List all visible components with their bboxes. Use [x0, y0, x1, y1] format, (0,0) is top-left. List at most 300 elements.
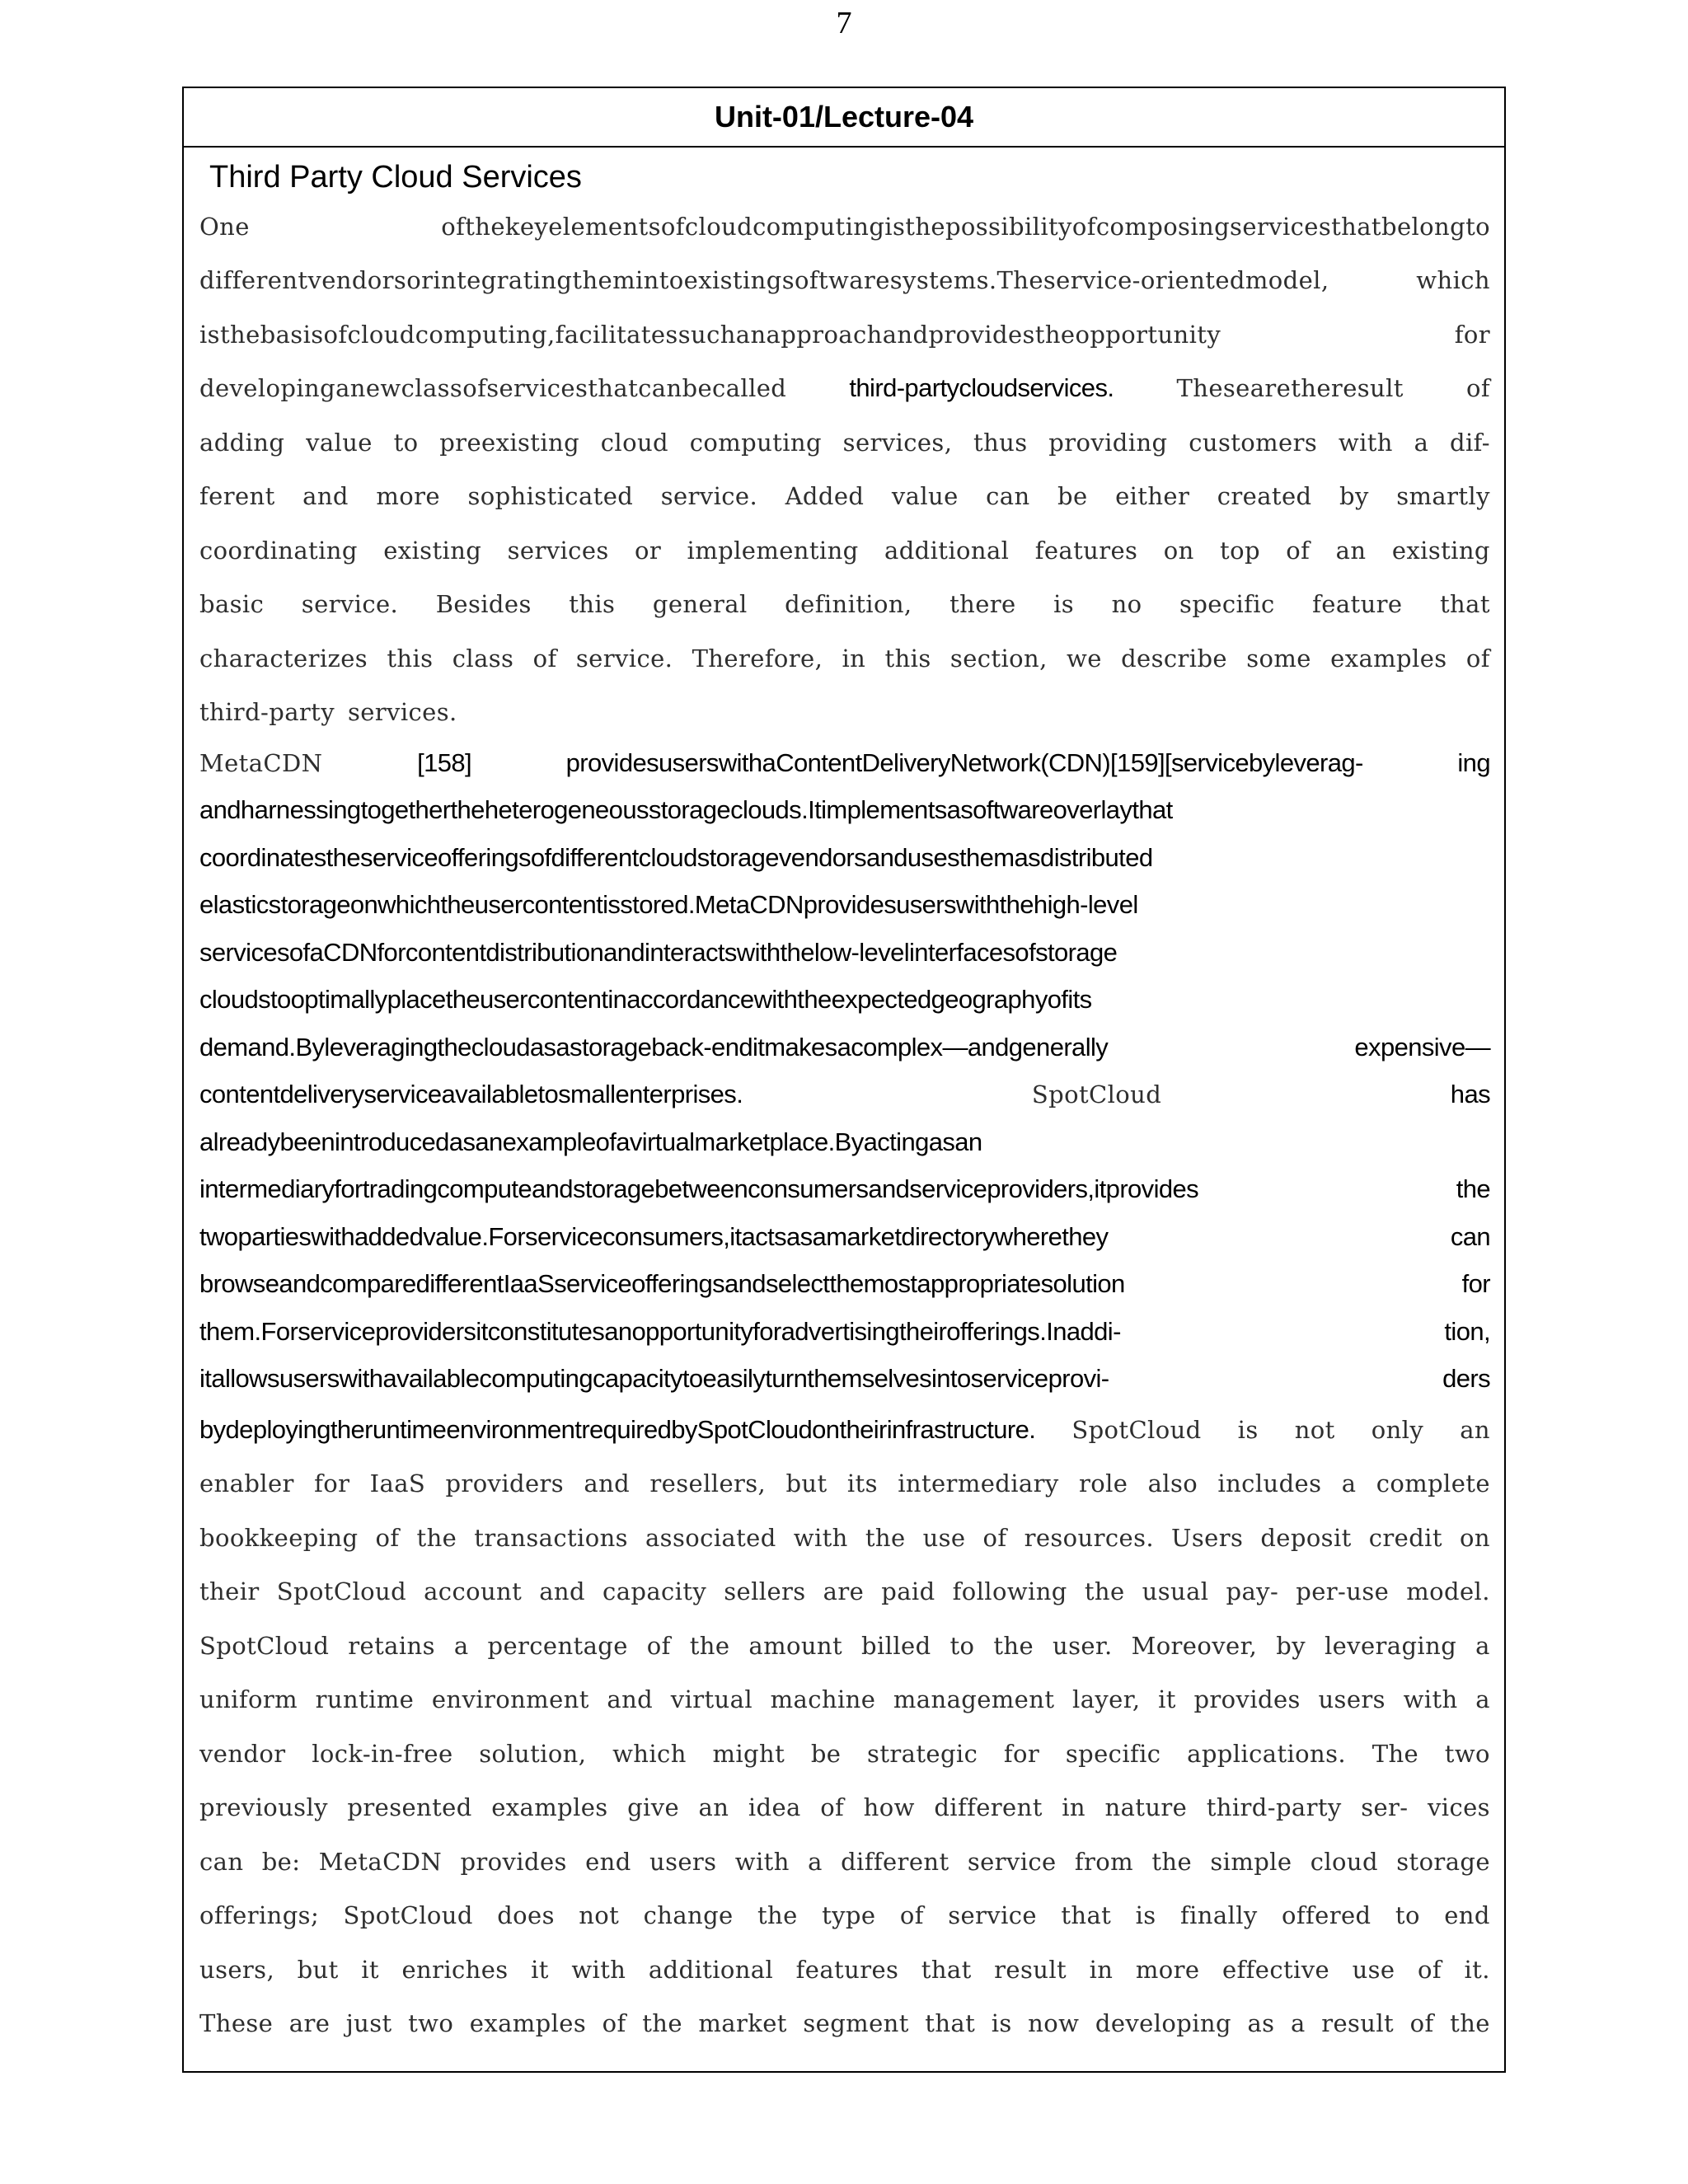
word: either — [1115, 482, 1190, 511]
word: servicesofaCDNforcontentdistributionandinteractswiththelow-levelinterfacesofstorage — [199, 937, 1118, 967]
word: service. — [660, 482, 758, 511]
word: cloud — [600, 428, 668, 457]
word: with — [793, 1523, 848, 1552]
word: which — [612, 1739, 687, 1768]
word: associated — [645, 1523, 776, 1552]
text-line — [199, 882, 1490, 930]
word: just — [345, 2009, 392, 2038]
word: users — [649, 1847, 717, 1876]
word: intermediaryfortradingcomputeandstoragebetweenconsumersandserviceproviders,itprovides — [199, 1174, 1199, 1204]
word: bydeployingtheruntimeenvironmentrequiredbySpotCloudontheirinfrastructure. — [199, 1414, 1036, 1444]
text-line — [199, 1261, 1490, 1309]
text-line — [199, 1308, 1490, 1356]
word: the — [642, 2009, 682, 2038]
text-line — [199, 1565, 1490, 1619]
word: change — [643, 1901, 734, 1930]
word: user. — [1053, 1631, 1113, 1660]
word: is — [1053, 590, 1075, 619]
word: account — [424, 1577, 523, 1606]
word: thus — [973, 428, 1028, 457]
word: vices — [1428, 1793, 1490, 1822]
word: nature — [1104, 1793, 1188, 1822]
word: that — [1440, 590, 1490, 619]
word: with — [571, 1955, 626, 1984]
word: of — [820, 1793, 845, 1822]
word: applications. — [1187, 1739, 1347, 1768]
word: different — [841, 1847, 950, 1876]
word: specific — [1065, 1739, 1161, 1768]
word: of — [1465, 374, 1490, 403]
word: Thesearetheresult — [1176, 374, 1404, 403]
word: sophisticated — [467, 482, 634, 511]
word: offered — [1282, 1901, 1372, 1930]
word: developinganewclassofservicesthatcanbecalled — [199, 374, 787, 403]
word: that — [921, 1955, 972, 1984]
word: SpotCloud — [1071, 1415, 1202, 1444]
word: some — [1246, 644, 1311, 673]
word: pay- — [1226, 1577, 1279, 1606]
word: the — [1151, 1847, 1193, 1876]
word: of — [1465, 644, 1490, 673]
word: for — [1454, 320, 1490, 349]
word: deposit — [1260, 1523, 1352, 1552]
text-line — [199, 578, 1490, 632]
word: transactions — [474, 1523, 628, 1552]
word: an — [698, 1793, 729, 1822]
word: a — [453, 1631, 469, 1660]
word: created — [1217, 482, 1312, 511]
word: demand.Byleveragingthecloudasastorageback-enditmakesacomplex—andgenerally — [199, 1032, 1109, 1062]
word: providing — [1048, 428, 1168, 457]
word: users, — [199, 1955, 275, 1984]
word: environment — [431, 1685, 589, 1714]
word: has — [1450, 1080, 1490, 1109]
word: two — [1444, 1739, 1490, 1768]
text-line — [199, 1889, 1490, 1943]
text-line — [199, 631, 1490, 686]
word: Users — [1171, 1523, 1244, 1552]
word: effective — [1221, 1955, 1330, 1984]
word: is — [1237, 1415, 1259, 1444]
word: runtime — [315, 1685, 415, 1714]
word: MetaCDN — [199, 748, 323, 777]
text-line — [199, 199, 1490, 254]
word: two — [408, 2009, 454, 2038]
word: existing — [383, 536, 482, 565]
word: that — [1061, 1901, 1112, 1930]
word: usual — [1142, 1577, 1209, 1606]
word: examples — [1330, 644, 1447, 673]
text-line — [199, 1356, 1490, 1404]
word: andharnessingtogethertheheterogeneousstorageclouds.Itimplementsasoftwareoverlaythat — [199, 795, 1173, 825]
text-line — [199, 1619, 1490, 1673]
word: contentdeliveryserviceavailabletosmallenterprises. — [199, 1080, 743, 1109]
word: billed — [861, 1631, 931, 1660]
word: bookkeeping — [199, 1523, 359, 1552]
word: is — [991, 2009, 1012, 2038]
text-line — [199, 415, 1490, 470]
word: a — [1341, 1469, 1357, 1498]
word: it — [1158, 1685, 1176, 1714]
word: SpotCloud — [1031, 1080, 1162, 1109]
word: basic — [199, 590, 265, 619]
word: of — [1286, 536, 1311, 565]
word: the — [1084, 1577, 1125, 1606]
word: for — [314, 1469, 350, 1498]
word: use — [1352, 1955, 1395, 1984]
word: retains — [348, 1631, 435, 1660]
word: which — [1416, 266, 1490, 295]
word: additional — [884, 536, 1010, 565]
word: in — [842, 644, 866, 673]
word: presented — [347, 1793, 472, 1822]
word: expensive— — [1354, 1032, 1490, 1062]
word: features — [795, 1955, 899, 1984]
text-line — [199, 1166, 1490, 1214]
word: for — [1003, 1739, 1040, 1768]
word: use — [922, 1523, 966, 1552]
text-line — [199, 307, 1490, 362]
word: storage — [1396, 1847, 1490, 1876]
word: a — [1290, 2009, 1306, 2038]
text-line — [199, 362, 1490, 416]
word: uniform — [199, 1685, 298, 1714]
word: to — [950, 1631, 975, 1660]
word: a — [1475, 1685, 1490, 1714]
word: resellers, — [649, 1469, 767, 1498]
word: cloudstooptimallyplacetheusercontentinaccordancewiththeexpectedgeographyofits — [199, 985, 1092, 1015]
word: of — [646, 1631, 671, 1660]
word: implementing — [687, 536, 859, 565]
word: characterizes — [199, 644, 368, 673]
word: existing — [1391, 536, 1490, 565]
text-line — [199, 739, 1490, 787]
word: lock-in-free — [312, 1739, 453, 1768]
word: with — [734, 1847, 790, 1876]
word: sellers — [724, 1577, 806, 1606]
word: Added — [785, 482, 865, 511]
word: this — [884, 644, 931, 673]
word: finally — [1179, 1901, 1258, 1930]
word: value — [891, 482, 959, 511]
word: providesuserswithaContentDeliveryNetwork(CDN)[159][servicebyleverag- — [565, 748, 1363, 777]
word: type — [822, 1901, 876, 1930]
word: more — [1135, 1955, 1200, 1984]
word: resources. — [1024, 1523, 1154, 1552]
word: it — [531, 1955, 549, 1984]
word: third-partycloudservices. — [849, 373, 1114, 403]
word: it. — [1464, 1955, 1490, 1984]
word: simple — [1210, 1847, 1292, 1876]
word: service. — [575, 644, 673, 673]
page-number: 7 — [836, 6, 852, 40]
word: end — [1444, 1901, 1490, 1930]
text-line — [199, 1118, 1490, 1166]
word: third-party — [1206, 1793, 1342, 1822]
word: management — [893, 1685, 1055, 1714]
word: developing — [1095, 2009, 1231, 2038]
text-line — [199, 1943, 1490, 1997]
word: in — [1062, 1793, 1086, 1822]
word: solution, — [479, 1739, 587, 1768]
word: of — [602, 2009, 626, 2038]
word: isthebasisofcloudcomputing,facilitatessuchanapproachandprovidestheopportunity — [199, 320, 1221, 349]
word: browseandcomparedifferentIaaSserviceofferingsandselectthemostappropriatesolution — [199, 1269, 1125, 1299]
word: definition, — [785, 590, 912, 619]
word: their — [199, 1577, 260, 1606]
word: an — [1335, 536, 1367, 565]
word: them.Forserviceprovidersitconstitutesanopportunityforadvertisingtheirofferings.Inaddi- — [199, 1316, 1121, 1346]
word: provides — [460, 1847, 567, 1876]
word: give — [627, 1793, 680, 1822]
text-line — [199, 929, 1490, 977]
text-line — [199, 1997, 1490, 2051]
word: previously — [199, 1793, 328, 1822]
text-line — [199, 254, 1490, 308]
word: or — [635, 536, 662, 565]
word: users — [1318, 1685, 1386, 1714]
word: SpotCloud — [343, 1901, 473, 1930]
word: virtual — [670, 1685, 753, 1714]
word: Besides — [435, 590, 532, 619]
word: enabler — [199, 1469, 294, 1498]
word: twopartieswithaddedvalue.Forserviceconsumers,itactsasamarketdirectorywherethey — [199, 1221, 1109, 1251]
text-line — [199, 1457, 1490, 1511]
word: of — [899, 1901, 924, 1930]
text-line — [199, 470, 1490, 524]
word: tion, — [1444, 1316, 1490, 1346]
word: this — [387, 644, 434, 673]
word: third-party — [199, 698, 335, 727]
word: differentvendorsorintegratingthemintoexistingsoftwaresystems.Theservice-orientedmodel, — [199, 266, 1329, 295]
word: result — [994, 1955, 1067, 1984]
word: be: — [261, 1847, 301, 1876]
word: to — [1395, 1901, 1420, 1930]
word: of — [1417, 1955, 1442, 1984]
word: only — [1371, 1415, 1424, 1444]
word: features — [1034, 536, 1138, 565]
word: be — [1057, 482, 1088, 511]
word: feature — [1312, 590, 1403, 619]
word: specific — [1179, 590, 1275, 619]
word: intermediary — [898, 1469, 1059, 1498]
word: smartly — [1396, 482, 1490, 511]
word: can — [1450, 1221, 1490, 1251]
text-line — [199, 787, 1490, 835]
word: the — [993, 1631, 1034, 1660]
lecture-content — [184, 155, 1504, 2050]
word: describe — [1121, 644, 1227, 673]
word: service — [967, 1847, 1057, 1876]
text-line — [199, 1727, 1490, 1781]
word: amount — [748, 1631, 843, 1660]
word: Therefore, — [692, 644, 823, 673]
word: and — [584, 1469, 631, 1498]
word: following — [952, 1577, 1067, 1606]
word: elasticstorageonwhichtheusercontentisstored.MetaCDNprovidesuserswiththehigh-level — [199, 890, 1138, 920]
word: the — [757, 1901, 798, 1930]
word: be — [810, 1739, 842, 1768]
word: is — [1135, 1901, 1156, 1930]
word: an — [1460, 1415, 1490, 1444]
word: service — [948, 1901, 1037, 1930]
word: vendor — [199, 1739, 286, 1768]
word: itallowsuserswithavailablecomputingcapacitytoeasilyturnthemselvesintoserviceprovi- — [199, 1364, 1109, 1394]
text-line — [199, 1213, 1490, 1261]
text-line — [199, 1511, 1490, 1565]
word: additional — [648, 1955, 774, 1984]
word: class — [452, 644, 514, 673]
word: services. — [347, 698, 457, 727]
word: coordinating — [199, 536, 358, 565]
word: provides — [1193, 1685, 1301, 1714]
word: [158] — [417, 748, 472, 777]
word: now — [1028, 2009, 1080, 2038]
word: also — [1147, 1469, 1198, 1498]
word: ofthekeyelementsofcloudcomputingisthepossibilityofcomposingservicesthatbelongto — [441, 212, 1490, 241]
word: customers — [1189, 428, 1318, 457]
word: no — [1111, 590, 1142, 619]
word: segment — [803, 2009, 909, 2038]
word: and — [607, 1685, 654, 1714]
word: the — [689, 1631, 730, 1660]
word: are — [288, 2009, 331, 2038]
word: service. — [301, 590, 399, 619]
word: per-use — [1296, 1577, 1390, 1606]
word: machine — [770, 1685, 876, 1714]
word: we — [1066, 644, 1102, 673]
word: dif- — [1450, 428, 1490, 457]
word: not — [1294, 1415, 1335, 1444]
word: in — [1089, 1955, 1114, 1984]
word: role — [1078, 1469, 1128, 1498]
word: services, — [842, 428, 953, 457]
word: These — [199, 2009, 274, 2038]
word: ing — [1457, 748, 1490, 777]
word: general — [652, 590, 748, 619]
word: alreadybeenintroducedasanexampleofavirtualmarketplace.Byactingasan — [199, 1127, 982, 1156]
word: of — [532, 644, 557, 673]
word: result — [1321, 2009, 1395, 2038]
word: adding — [199, 428, 285, 457]
word: on — [1459, 1523, 1490, 1552]
word: offerings; — [199, 1901, 320, 1930]
word: that — [925, 2009, 976, 2038]
word: top — [1220, 536, 1260, 565]
word: model. — [1406, 1577, 1490, 1606]
word: section, — [950, 644, 1048, 673]
word: the — [416, 1523, 457, 1552]
word: ferent — [199, 482, 275, 511]
word: The — [1372, 1739, 1419, 1768]
word: a — [1414, 428, 1429, 457]
text-line — [199, 523, 1490, 578]
word: a — [808, 1847, 823, 1876]
text-line — [199, 1781, 1490, 1835]
body-text — [199, 199, 1490, 2050]
word: One — [199, 212, 250, 241]
word: with — [1403, 1685, 1458, 1714]
word: of — [982, 1523, 1007, 1552]
word: more — [376, 482, 440, 511]
word: as — [1247, 2009, 1275, 2038]
text-line — [199, 1024, 1490, 1071]
word: market — [698, 2009, 787, 2038]
word: end — [585, 1847, 631, 1876]
word: can — [986, 482, 1030, 511]
lecture-frame — [182, 87, 1506, 2073]
word: of — [1409, 2009, 1434, 2038]
word: and — [539, 1577, 585, 1606]
word: cloud — [1310, 1847, 1378, 1876]
word: a — [1475, 1631, 1490, 1660]
word: are — [823, 1577, 865, 1606]
word: capacity — [603, 1577, 707, 1606]
text-line — [199, 686, 1490, 740]
word: it — [361, 1955, 379, 1984]
word: by — [1339, 482, 1369, 511]
word: complete — [1376, 1469, 1490, 1498]
word: the — [865, 1523, 906, 1552]
word: coordinatestheserviceofferingsofdifferentcloudstoragevendorsandusesthemasdistributed — [199, 842, 1153, 872]
word: for — [1461, 1269, 1490, 1299]
text-line — [199, 1071, 1490, 1119]
word: services — [507, 536, 609, 565]
word: idea — [748, 1793, 801, 1822]
word: with — [1338, 428, 1393, 457]
word: the — [1450, 2009, 1490, 2038]
word: providers — [445, 1469, 565, 1498]
word: from — [1074, 1847, 1134, 1876]
section-title: Third Party Cloud Services — [209, 160, 582, 194]
text-line — [199, 1403, 1490, 1457]
word: credit — [1368, 1523, 1442, 1552]
word: Moreover, — [1131, 1631, 1258, 1660]
word: of — [375, 1523, 400, 1552]
word: might — [712, 1739, 785, 1768]
word: ders — [1442, 1364, 1490, 1394]
word: on — [1163, 536, 1194, 565]
word: preexisting — [439, 428, 580, 457]
word: and — [302, 482, 349, 511]
word: ser- — [1361, 1793, 1409, 1822]
word: IaaS — [369, 1469, 426, 1498]
word: leveraging — [1324, 1631, 1457, 1660]
word: layer, — [1072, 1685, 1141, 1714]
word: to — [393, 428, 419, 457]
word: how — [863, 1793, 915, 1822]
word: can — [199, 1847, 244, 1876]
word: computing — [689, 428, 822, 457]
text-line — [199, 834, 1490, 882]
word: the — [1456, 1174, 1490, 1204]
word: value — [306, 428, 373, 457]
word: SpotCloud — [276, 1577, 407, 1606]
word: does — [497, 1901, 555, 1930]
word: examples — [491, 1793, 608, 1822]
text-line — [199, 1835, 1490, 1889]
word: percentage — [487, 1631, 628, 1660]
word: strategic — [867, 1739, 978, 1768]
word: there — [950, 590, 1016, 619]
word: its — [846, 1469, 878, 1498]
word: MetaCDN — [318, 1847, 443, 1876]
word: includes — [1217, 1469, 1322, 1498]
word: examples — [469, 2009, 587, 2038]
word: not — [579, 1901, 620, 1930]
word: paid — [881, 1577, 935, 1606]
word: by — [1276, 1631, 1306, 1660]
